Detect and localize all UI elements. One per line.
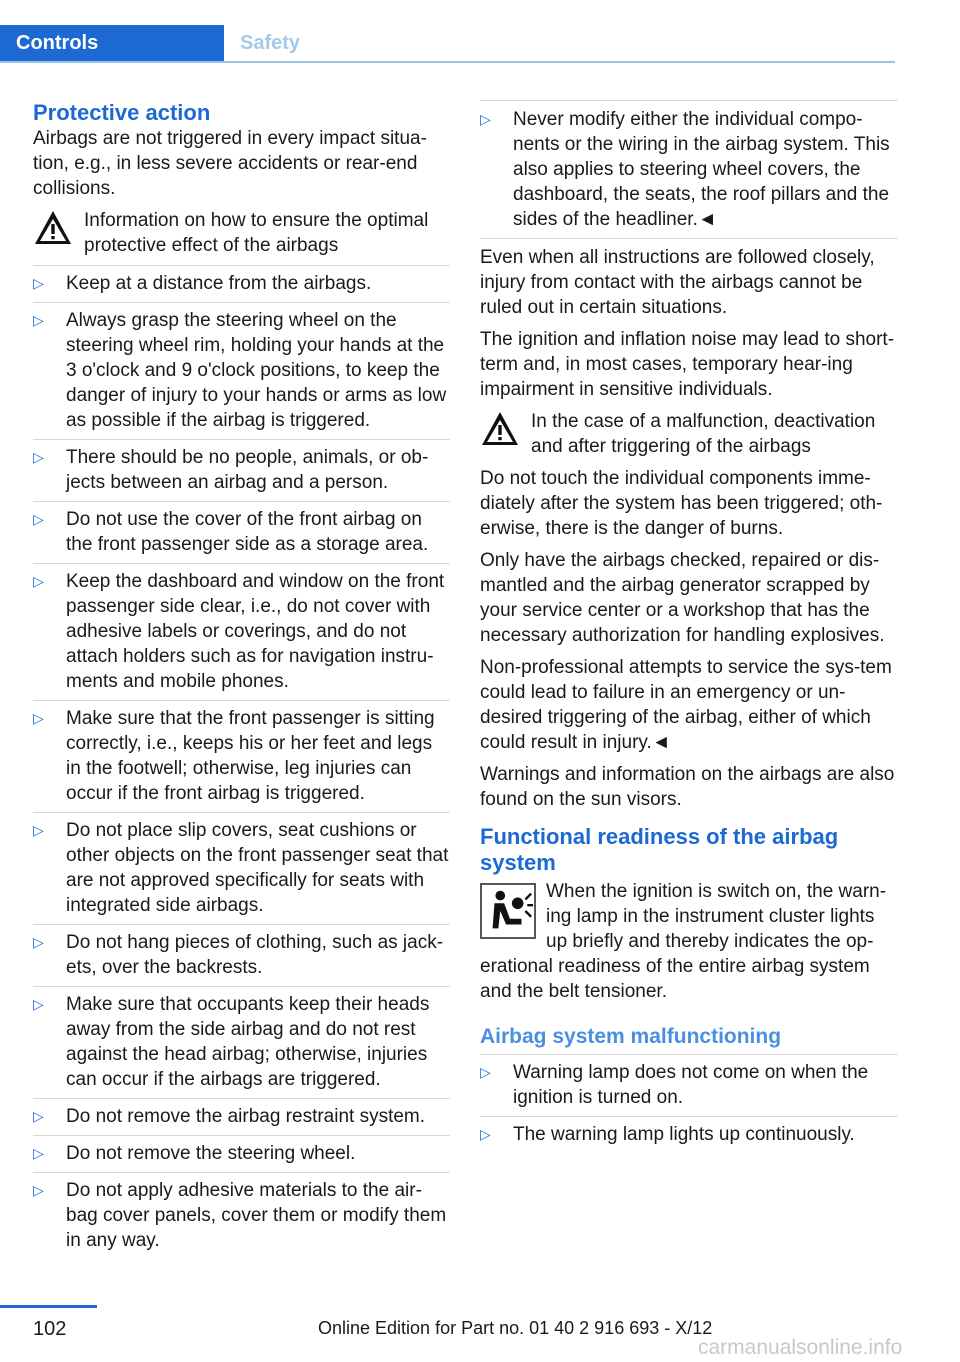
list-item: ▷ Never modify either the individual compo-nents or the wiring in the airbag system. This also applies to steering wheel covers, the dashboard, the seats, the roof pillars and the sides of the headliner.◄: [480, 100, 898, 239]
intro-paragraph: Airbags are not triggered in every impact situa-tion, e.g., in less severe accidents or rear-end collisions.: [33, 128, 427, 199]
triangle-right-icon: ▷: [33, 573, 44, 589]
warning-notice: [480, 409, 898, 459]
list-item: ▷ Keep at a distance from the airbags.: [33, 265, 450, 303]
precaution-list-continued: [480, 100, 898, 239]
paragraph: Do not touch the individual components imme-diately after the system has been triggered; oth-erwise, there is the danger of burns.: [480, 468, 883, 539]
list-item: ▷ Do not remove the airbag restraint system.: [33, 1099, 450, 1136]
header-rule: [0, 61, 895, 63]
paragraph: Even when all instructions are followed closely, injury from contact with the airbags cannot be ruled out in certain situations.: [480, 247, 875, 318]
warning-triangle-icon: [480, 409, 520, 449]
edition-text: Online Edition for Part no. 01 40 2 916 693 - X/12: [318, 1318, 713, 1338]
triangle-right-icon: ▷: [33, 996, 44, 1012]
paragraph: Warnings and information on the airbags are also found on the sun visors.: [480, 764, 895, 810]
section-heading-malfunction: Airbag system malfunctioning: [480, 1025, 782, 1048]
right-column: [480, 100, 898, 1153]
readiness-block: [480, 879, 898, 1004]
list-item: ▷ The warning lamp lights up continuously.: [480, 1124, 855, 1145]
triangle-right-icon: ▷: [33, 1108, 44, 1124]
list-item: ▷ Make sure that the front passenger is sitting correctly, i.e., keeps his or her feet and legs in the footwell; otherwise, leg injuries can occur if the front airbag is triggered.: [33, 701, 450, 813]
list-item: ▷ Keep the dashboard and window on the front passenger side clear, i.e., do not cover with adhesive labels or coverings, and do not attach holders such as for navigation instru-ments and mobile phones.: [33, 564, 450, 701]
spacer: [480, 1004, 898, 1024]
warning-triangle-icon: [33, 208, 73, 248]
warning-text: In the case of a malfunction, deactivation and after triggering of the airbags: [531, 411, 876, 457]
triangle-right-icon: ▷: [480, 1064, 491, 1080]
warning-notice: [33, 208, 450, 258]
page-number: 102: [33, 1318, 67, 1340]
list-item: ▷ Do not place slip covers, seat cushions or other objects on the front passenger seat that are not approved specifically for seats with integrated side airbags.: [33, 813, 450, 925]
list-item: ▷ Do not remove the steering wheel.: [33, 1136, 450, 1173]
section-heading-protective-action: Protective action: [33, 100, 211, 125]
left-column: [33, 100, 450, 1259]
list-item: ▷ Do not use the cover of the front airbag on the front passenger side as a storage area.: [33, 502, 450, 564]
precaution-list: [33, 265, 450, 1259]
tab-safety[interactable]: Safety: [240, 32, 301, 54]
list-item: ▷ Warning lamp does not come on when the ignition is turned on.: [480, 1054, 898, 1117]
triangle-right-icon: ▷: [33, 822, 44, 838]
triangle-right-icon: ▷: [480, 1126, 491, 1142]
watermark: carmanualsonline.info: [698, 1336, 903, 1359]
list-item: ▷ Make sure that occupants keep their heads away from the side airbag and do not rest against the head airbag; otherwise, injuries can occur if the airbags are triggered.: [33, 987, 450, 1099]
list-item: ▷ Always grasp the steering wheel on the steering wheel rim, holding your hands at the 3 o'clock and 9 o'clock positions, to keep the danger of injury to your hands or arms as low as possible if the airbag is triggered.: [33, 303, 450, 440]
footer-rule: [0, 1305, 97, 1308]
triangle-right-icon: ▷: [33, 511, 44, 527]
airbag-warning-lamp-icon: [480, 883, 536, 939]
warning-text: Information on how to ensure the optimal protective effect of the airbags: [84, 210, 429, 256]
triangle-right-icon: ▷: [33, 710, 44, 726]
triangle-right-icon: ▷: [33, 275, 44, 291]
readiness-text: When the ignition is switch on, the warn-ing lamp in the instrument cluster lights up briefly and thereby indicates the op-erational readiness of the entire airbag system and the belt tensioner.: [480, 881, 887, 1002]
paragraph: Only have the airbags checked, repaired or dis-mantled and the airbag generator scrapped by your service center or a workshop that has the necessary authorization for handling explosives.: [480, 550, 885, 646]
list-item: ▷ Do not apply adhesive materials to the air-bag cover panels, cover them or modify them in any way.: [33, 1180, 447, 1251]
paragraph: Non-professional attempts to service the sys-tem could lead to failure in an emergency or un-desired triggering of the airbag, either of which could result in injury.◄: [480, 657, 892, 753]
triangle-right-icon: ▷: [33, 1182, 44, 1198]
tab-controls[interactable]: Controls: [0, 25, 224, 62]
triangle-right-icon: ▷: [33, 1145, 44, 1161]
triangle-right-icon: ▷: [480, 111, 491, 127]
malfunction-list: [480, 1054, 898, 1153]
triangle-right-icon: ▷: [33, 934, 44, 950]
paragraph: The ignition and inflation noise may lead to short-term and, in most cases, temporary hear-ing impairment in sensitive individuals.: [480, 329, 895, 400]
triangle-right-icon: ▷: [33, 312, 44, 328]
section-heading-functional-readiness: Functional readiness of the airbag system: [480, 824, 839, 875]
list-item: ▷ Do not hang pieces of clothing, such as jack-ets, over the backrests.: [33, 925, 450, 987]
triangle-right-icon: ▷: [33, 449, 44, 465]
list-item: ▷ There should be no people, animals, or ob-jects between an airbag and a person.: [33, 440, 450, 502]
page-header: [0, 25, 895, 62]
